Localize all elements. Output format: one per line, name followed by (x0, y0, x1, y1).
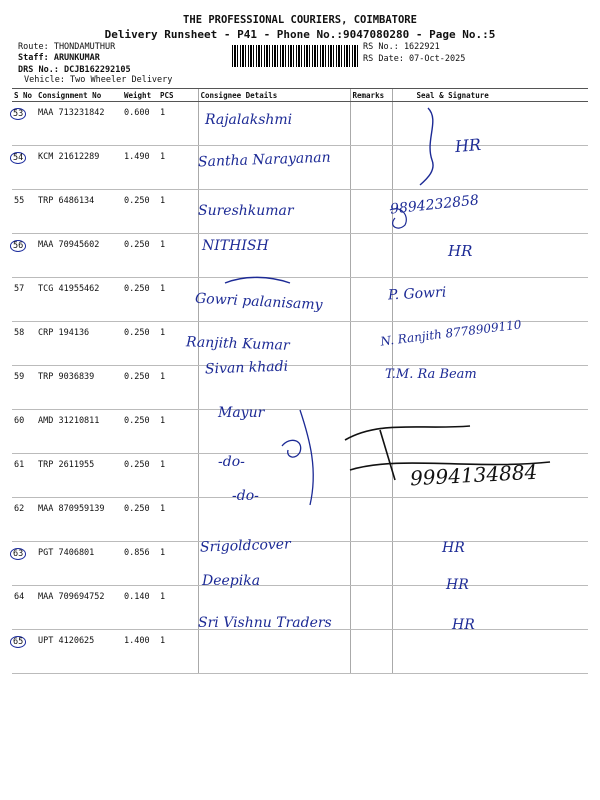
table-row (12, 630, 588, 674)
sno-cell (12, 454, 36, 498)
handwritten-consignee: Sureshkumar (198, 203, 294, 219)
remarks-cell (350, 586, 392, 630)
sno-cell (12, 586, 36, 630)
handwritten-consignee: Deepika (202, 573, 261, 589)
weight-text: 0.250 (124, 372, 150, 382)
seal-cell (392, 542, 588, 586)
handwritten-signature: HR (448, 242, 473, 260)
sno-cell (12, 542, 36, 586)
weight-cell (122, 454, 158, 498)
consignment-text: TCG 41955462 (38, 284, 100, 294)
seal-cell (392, 410, 588, 454)
handwritten-consignee: Srigoldcover (199, 536, 292, 556)
vehicle-label: Vehicle: Two Wheeler Delivery (24, 75, 173, 85)
consignment-cell (36, 102, 122, 146)
handwritten-consignee: Santha Narayanan (197, 149, 331, 171)
table-row (12, 102, 588, 146)
col-seal: Seal & Signature (392, 89, 588, 102)
handwritten-consignee: -do- (232, 488, 259, 504)
consignment-cell (36, 498, 122, 542)
weight-text: 1.400 (124, 636, 150, 646)
pcs-text: 1 (160, 284, 166, 294)
weight-cell (122, 190, 158, 234)
remarks-cell (350, 630, 392, 674)
pcs-cell (158, 542, 198, 586)
consignment-cell (36, 146, 122, 190)
table-row (12, 410, 588, 454)
remarks-cell (350, 234, 392, 278)
rs-date: RS Date: 07-Oct-2025 (363, 54, 466, 64)
sno-text: 65 (10, 636, 26, 648)
consignment-cell (36, 630, 122, 674)
pcs-cell (158, 190, 198, 234)
pcs-text: 1 (160, 108, 166, 118)
col-pcs: PCS (158, 89, 198, 102)
sno-cell (12, 322, 36, 366)
pcs-text: 1 (160, 372, 166, 382)
pcs-text: 1 (160, 504, 166, 514)
weight-cell (122, 102, 158, 146)
pcs-cell (158, 102, 198, 146)
handwritten-signature: 9994134884 (409, 459, 538, 491)
pcs-text: 1 (160, 196, 166, 206)
weight-cell (122, 278, 158, 322)
seal-cell (392, 586, 588, 630)
pcs-cell (158, 586, 198, 630)
handwritten-consignee: Rajalakshmi (205, 112, 293, 128)
pcs-text: 1 (160, 460, 166, 470)
remarks-cell (350, 454, 392, 498)
consignment-text: PGT 7406801 (38, 548, 95, 558)
consignment-text: TRP 2611955 (38, 460, 95, 470)
sno-text: 53 (10, 108, 26, 120)
weight-text: 0.250 (124, 504, 150, 514)
weight-cell (122, 410, 158, 454)
sno-text: 62 (14, 504, 25, 514)
handwritten-consignee: Mayur (218, 405, 265, 421)
table-row (12, 542, 588, 586)
sno-cell (12, 190, 36, 234)
consignment-cell (36, 586, 122, 630)
seal-cell (392, 146, 588, 190)
handwritten-signature: N. Ranjith 8778909110 (379, 317, 523, 349)
staff-label: Staff: ARUNKUMAR (18, 53, 100, 63)
sno-cell (12, 410, 36, 454)
consignment-text: MAA 709694752 (38, 592, 105, 602)
weight-cell (122, 498, 158, 542)
sno-cell (12, 278, 36, 322)
handwritten-signature: T.M. Ra Beam (385, 367, 477, 382)
seal-cell (392, 630, 588, 674)
handwritten-consignee: Sri Vishnu Traders (198, 615, 332, 631)
runsheet-table (12, 88, 588, 674)
weight-text: 0.600 (124, 108, 150, 118)
col-consignment: Consignment No (36, 89, 122, 102)
pcs-cell (158, 146, 198, 190)
weight-text: 0.250 (124, 284, 150, 294)
pcs-text: 1 (160, 152, 166, 162)
handwritten-consignee: Sivan khadi (204, 358, 289, 378)
pcs-cell (158, 410, 198, 454)
pcs-cell (158, 366, 198, 410)
sno-text: 55 (14, 196, 25, 206)
pcs-cell (158, 234, 198, 278)
sno-cell (12, 498, 36, 542)
handwritten-consignee: Ranjith Kumar (185, 334, 290, 354)
consignment-text: AMD 31210811 (38, 416, 100, 426)
weight-text: 0.250 (124, 328, 150, 338)
handwritten-signature: 9894232858 (389, 192, 480, 218)
weight-text: 0.250 (124, 196, 150, 206)
sno-text: 56 (10, 240, 26, 252)
col-weight: Weight (122, 89, 158, 102)
consignment-text: MAA 870959139 (38, 504, 105, 514)
col-consignee: Consignee Details (198, 89, 350, 102)
sno-cell (12, 234, 36, 278)
pcs-cell (158, 630, 198, 674)
runsheet-subtitle: Delivery Runsheet - P41 - Phone No.:9047080280 - Page No.:5 (104, 28, 496, 41)
table-row (12, 234, 588, 278)
route-label: Route: THONDAMUTHUR (18, 42, 116, 52)
remarks-cell (350, 146, 392, 190)
remarks-cell (350, 498, 392, 542)
consignment-text: CRP 194136 (38, 328, 90, 338)
barcode (232, 45, 358, 67)
weight-text: 0.250 (124, 416, 150, 426)
consignment-text: TRP 9036839 (38, 372, 95, 382)
sno-cell (12, 146, 36, 190)
col-sno: S No (12, 89, 36, 102)
consignee-cell (198, 630, 350, 674)
consignment-cell (36, 366, 122, 410)
pcs-text: 1 (160, 592, 166, 602)
sno-text: 57 (14, 284, 25, 294)
sno-cell (12, 366, 36, 410)
handwritten-consignee: NITHISH (202, 238, 269, 254)
weight-text: 0.250 (124, 240, 150, 250)
rs-number: RS No.: 1622921 (363, 42, 440, 52)
sno-cell (12, 102, 36, 146)
handwritten-consignee: Gowri palanisamy (194, 290, 323, 314)
weight-cell (122, 366, 158, 410)
seal-cell (392, 498, 588, 542)
pcs-cell (158, 498, 198, 542)
seal-cell (392, 102, 588, 146)
weight-text: 0.856 (124, 548, 150, 558)
pcs-text: 1 (160, 548, 166, 558)
remarks-cell (350, 410, 392, 454)
consignee-cell (198, 498, 350, 542)
sno-text: 63 (10, 548, 26, 560)
sno-text: 59 (14, 372, 25, 382)
sno-text: 60 (14, 416, 25, 426)
pcs-cell (158, 278, 198, 322)
consignment-text: MAA 713231842 (38, 108, 105, 118)
pcs-cell (158, 454, 198, 498)
weight-text: 0.140 (124, 592, 150, 602)
sno-text: 61 (14, 460, 25, 470)
handwritten-signature: HR (454, 134, 482, 157)
handwritten-signature: HR (452, 617, 475, 633)
remarks-cell (350, 190, 392, 234)
consignment-text: UPT 4120625 (38, 636, 95, 646)
consignment-text: MAA 70945602 (38, 240, 100, 250)
pcs-text: 1 (160, 328, 166, 338)
drs-label: DRS No.: DCJB162292105 (18, 65, 131, 75)
pcs-text: 1 (160, 416, 166, 426)
sno-text: 64 (14, 592, 25, 602)
consignment-cell (36, 278, 122, 322)
remarks-cell (350, 542, 392, 586)
consignment-cell (36, 542, 122, 586)
remarks-cell (350, 102, 392, 146)
weight-cell (122, 322, 158, 366)
col-remarks: Remarks (350, 89, 392, 102)
handwritten-signature: HR (442, 540, 465, 556)
weight-cell (122, 630, 158, 674)
consignment-text: KCM 21612289 (38, 152, 100, 162)
table-row (12, 190, 588, 234)
consignment-cell (36, 190, 122, 234)
weight-cell (122, 586, 158, 630)
consignment-cell (36, 234, 122, 278)
weight-text: 1.490 (124, 152, 150, 162)
handwritten-signature: HR (446, 577, 469, 593)
consignment-cell (36, 454, 122, 498)
sno-text: 58 (14, 328, 25, 338)
weight-cell (122, 234, 158, 278)
consignment-cell (36, 410, 122, 454)
consignment-cell (36, 322, 122, 366)
handwritten-signature: P. Gowri (387, 284, 447, 304)
weight-cell (122, 146, 158, 190)
pcs-text: 1 (160, 240, 166, 250)
weight-text: 0.250 (124, 460, 150, 470)
seal-cell (392, 234, 588, 278)
table-row (12, 498, 588, 542)
table-row (12, 366, 588, 410)
sno-cell (12, 630, 36, 674)
company-title: THE PROFESSIONAL COURIERS, COIMBATORE (183, 14, 417, 26)
handwritten-consignee: -do- (218, 454, 245, 470)
consignment-text: TRP 6486134 (38, 196, 95, 206)
pcs-text: 1 (160, 636, 166, 646)
sno-text: 54 (10, 152, 26, 164)
remarks-cell (350, 278, 392, 322)
table-header (12, 89, 588, 102)
weight-cell (122, 542, 158, 586)
